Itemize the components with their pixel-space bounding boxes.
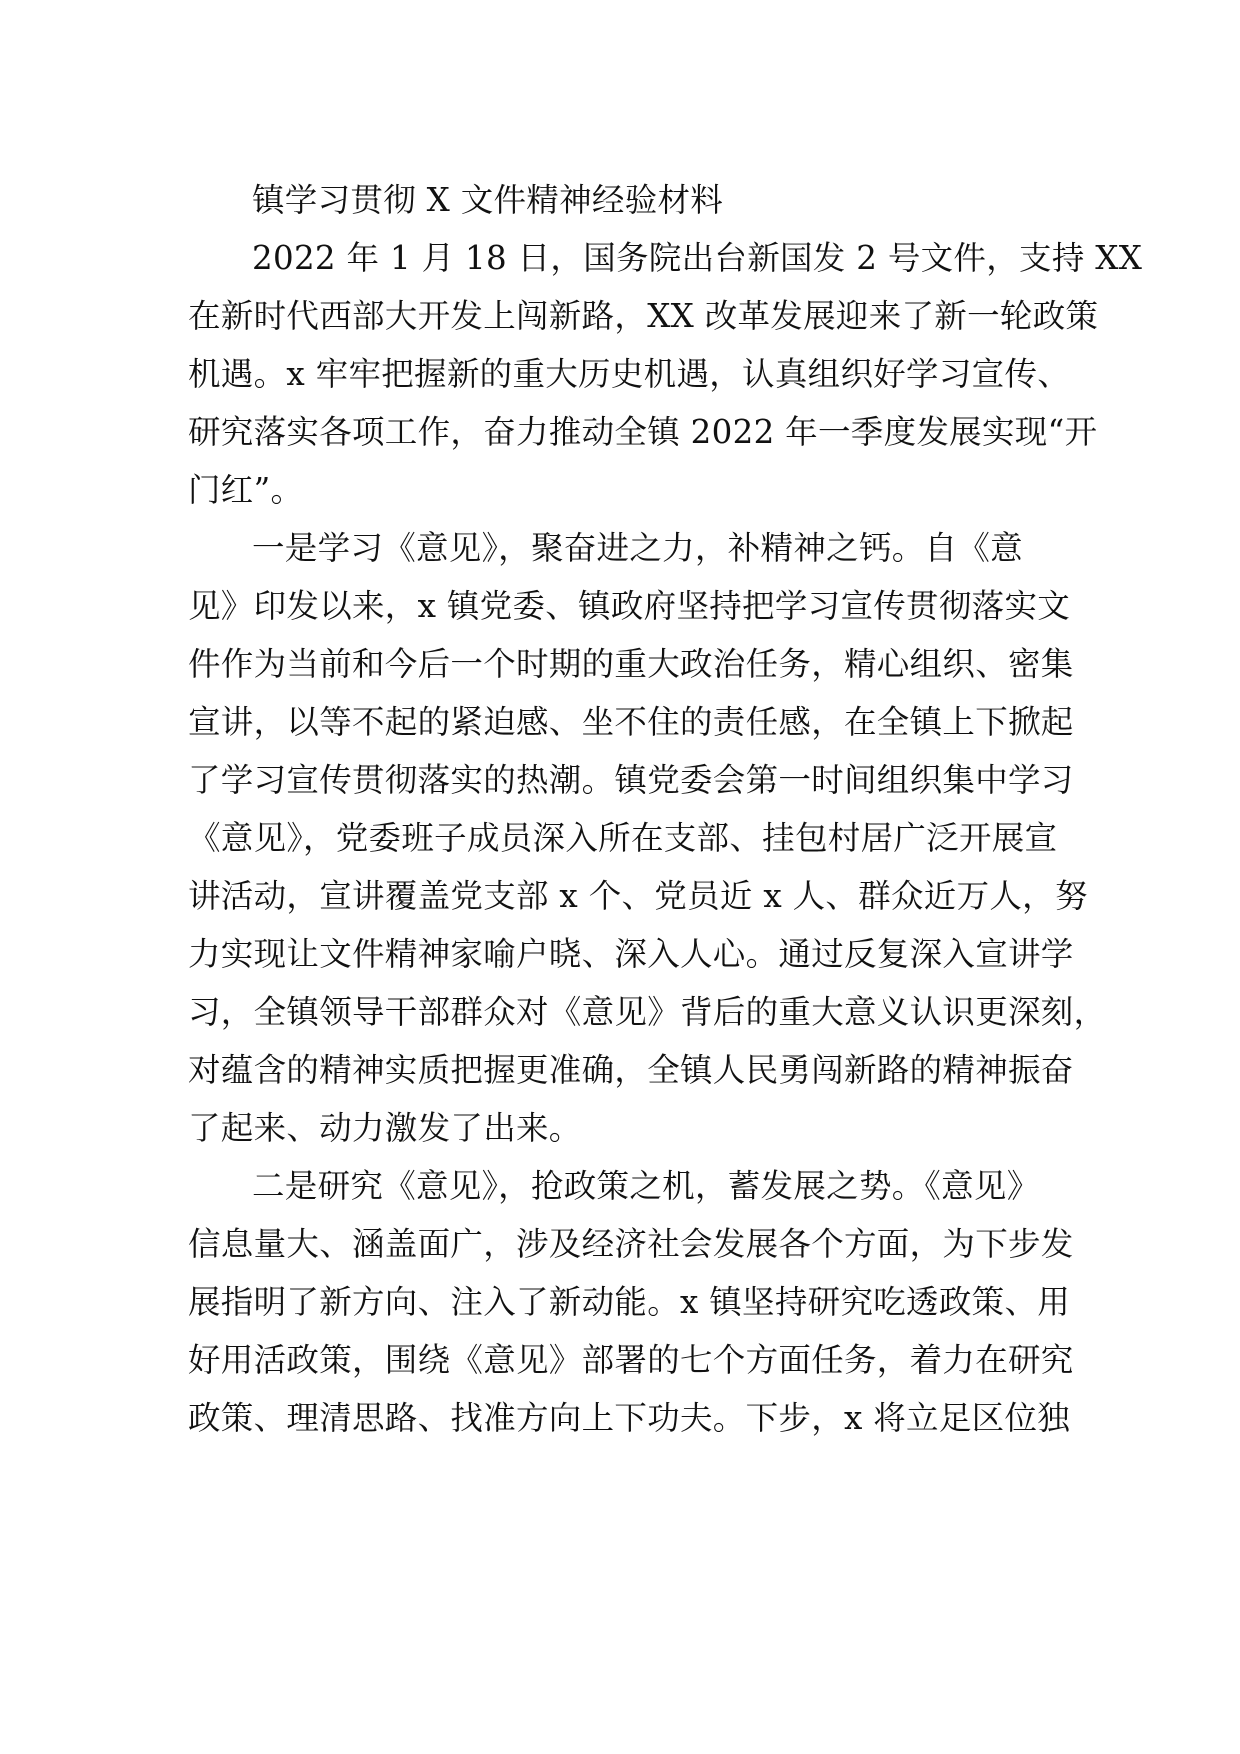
paragraph-line: 机遇。x 牢牢把握新的重大历史机遇，认真组织好学习宣传、: [188, 355, 1071, 393]
paragraph-line: 讲活动，宣讲覆盖党支部 x 个、党员近 x 人、群众近万人，努: [188, 877, 1088, 915]
paragraph-line: 政策、理清思路、找准方向上下功夫。下步，x 将立足区位独: [188, 1399, 1071, 1437]
paragraph-line: 好用活政策，围绕《意见》部署的七个方面任务，着力在研究: [188, 1341, 1074, 1379]
paragraph-line: 件作为当前和今后一个时期的重大政治任务，精心组织、密集: [188, 645, 1074, 683]
paragraph-line: 2022 年 1 月 18 日，国务院出台新国发 2 号文件，支持 XX: [252, 239, 1143, 277]
paragraph-line: 在新时代西部大开发上闯新路，XX 改革发展迎来了新一轮政策: [188, 297, 1099, 335]
paragraph-line: 门红”。: [188, 471, 304, 509]
paragraph-line: 信息量大、涵盖面广，涉及经济社会发展各个方面，为下步发: [188, 1225, 1074, 1263]
paragraph-line: 宣讲，以等不起的紧迫感、坐不住的责任感，在全镇上下掀起: [188, 703, 1074, 741]
paragraph-line: 了起来、动力激发了出来。: [188, 1109, 582, 1147]
paragraph-line: 研究落实各项工作，奋力推动全镇 2022 年一季度发展实现“开: [188, 413, 1098, 451]
paragraph-line: 一是学习《意见》，聚奋进之力，补精神之钙。自《意: [252, 529, 1023, 567]
paragraph-line: 习，全镇领导干部群众对《意见》背后的重大意义认识更深刻，: [188, 993, 1107, 1031]
paragraph-line: 见》印发以来，x 镇党委、镇政府坚持把学习宣传贯彻落实文: [188, 587, 1071, 625]
paragraph-line: 力实现让文件精神家喻户晓、深入人心。通过反复深入宣讲学: [188, 935, 1074, 973]
paragraph-line: 了学习宣传贯彻落实的热潮。镇党委会第一时间组织集中学习: [188, 761, 1074, 799]
document-title: 镇学习贯彻 X 文件精神经验材料: [252, 181, 724, 219]
paragraph-line: 《意见》，党委班子成员深入所在支部、挂包村居广泛开展宣: [188, 819, 1058, 857]
paragraph-line: 展指明了新方向、注入了新动能。x 镇坚持研究吃透政策、用: [188, 1283, 1071, 1321]
paragraph-line: 对蕴含的精神实质把握更准确，全镇人民勇闯新路的精神振奋: [188, 1051, 1074, 1089]
paragraph-line: 二是研究《意见》，抢政策之机，蓄发展之势。《意见》: [252, 1167, 1040, 1205]
